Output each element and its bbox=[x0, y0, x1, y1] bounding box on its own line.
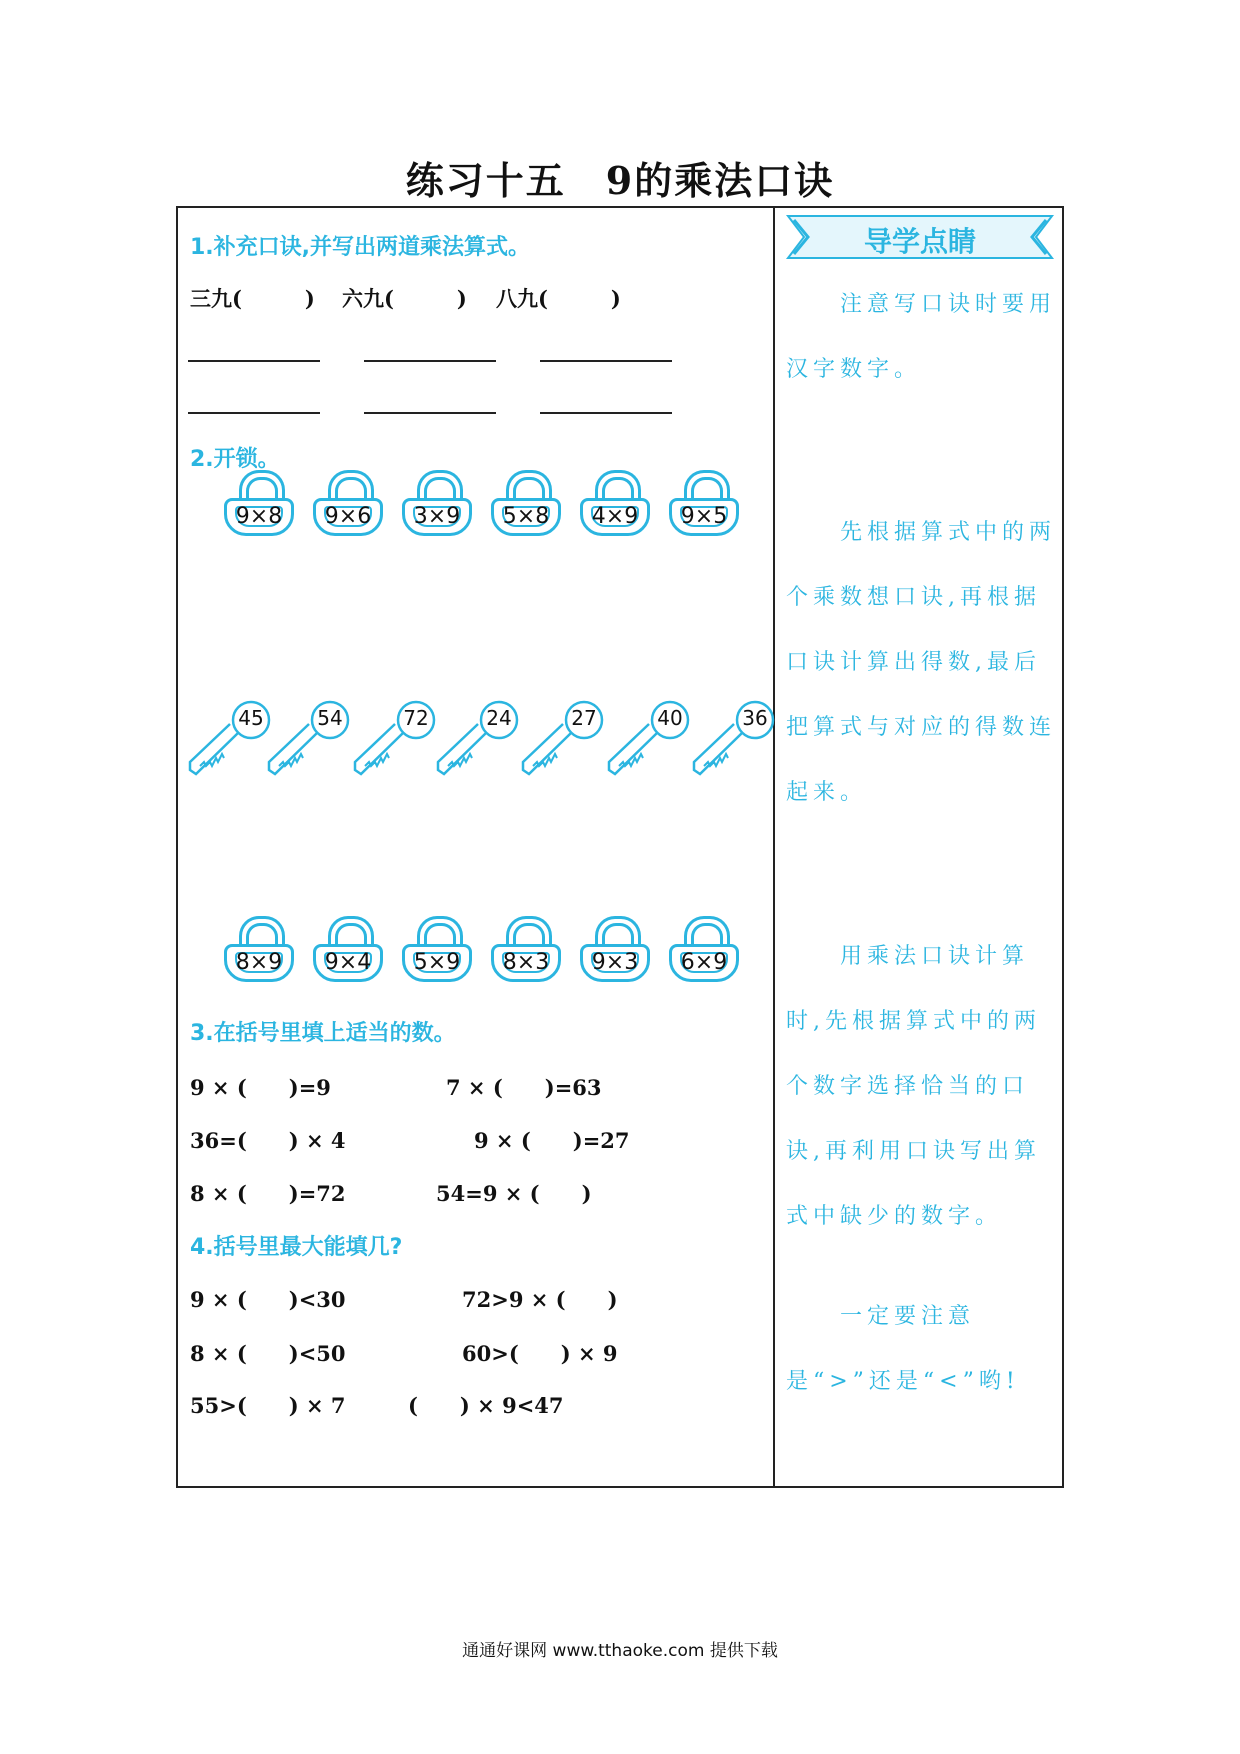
q1-heading: 1.补充口诀,并写出两道乘法算式。 bbox=[190, 235, 531, 260]
answer-blank[interactable] bbox=[364, 360, 496, 362]
key[interactable] bbox=[605, 696, 693, 786]
key-number: 72 bbox=[403, 706, 429, 730]
key-number: 36 bbox=[742, 706, 768, 730]
lock-label: 3×9 bbox=[413, 504, 461, 529]
column-divider bbox=[773, 206, 775, 1488]
key[interactable] bbox=[351, 696, 439, 786]
answer-blank[interactable] bbox=[364, 412, 496, 414]
lock-label: 9×4 bbox=[324, 950, 372, 975]
q4-inequality[interactable]: ( ) × 9<47 bbox=[408, 1393, 564, 1418]
lock[interactable] bbox=[667, 916, 745, 991]
lock[interactable] bbox=[400, 470, 478, 545]
page-title: 练习十五 9的乘法口诀 bbox=[405, 158, 835, 203]
key-number: 27 bbox=[571, 706, 597, 730]
key[interactable] bbox=[186, 696, 274, 786]
key-number: 45 bbox=[238, 706, 264, 730]
key-number: 40 bbox=[657, 706, 683, 730]
lock-label: 4×9 bbox=[591, 504, 639, 529]
lock-label: 9×3 bbox=[591, 950, 639, 975]
lock[interactable] bbox=[222, 916, 300, 991]
q4-inequality[interactable]: 55>( ) × 7 bbox=[190, 1393, 346, 1418]
guide-banner bbox=[784, 214, 1056, 260]
q1-item-2: 六九( ) bbox=[342, 286, 467, 311]
q4-inequality[interactable]: 60>( ) × 9 bbox=[462, 1341, 618, 1366]
q1-item-1: 三九( ) bbox=[190, 286, 315, 311]
lock[interactable] bbox=[578, 916, 656, 991]
key[interactable] bbox=[519, 696, 607, 786]
q4-inequality[interactable]: 8 × ( )<50 bbox=[190, 1341, 346, 1366]
key-number: 54 bbox=[317, 706, 343, 730]
lock-label: 6×9 bbox=[680, 950, 728, 975]
q1-item-3: 八九( ) bbox=[496, 286, 621, 311]
q3-equation[interactable]: 7 × ( )=63 bbox=[446, 1075, 602, 1100]
key[interactable] bbox=[265, 696, 353, 786]
q3-equation[interactable]: 36=( ) × 4 bbox=[190, 1128, 346, 1153]
tip-q3: 用乘法口诀计算时,先根据算式中的两个数字选择恰当的口诀,再利用口诀写出算式中缺少的数字。 bbox=[786, 944, 1041, 1229]
lock[interactable] bbox=[222, 470, 300, 545]
lock[interactable] bbox=[489, 916, 567, 991]
q4-inequality[interactable]: 9 × ( )<30 bbox=[190, 1287, 346, 1312]
lock-label: 9×6 bbox=[324, 504, 372, 529]
key-number: 24 bbox=[486, 706, 512, 730]
lock[interactable] bbox=[400, 916, 478, 991]
lock[interactable] bbox=[667, 470, 745, 545]
guide-banner-label: 导学点睛 bbox=[863, 225, 976, 258]
q4-inequality[interactable]: 72>9 × ( ) bbox=[462, 1287, 618, 1312]
lock-label: 9×5 bbox=[680, 504, 728, 529]
lock[interactable] bbox=[311, 916, 389, 991]
lock[interactable] bbox=[489, 470, 567, 545]
lock[interactable] bbox=[578, 470, 656, 545]
lock[interactable] bbox=[311, 470, 389, 545]
tip-q1: 注意写口诀时要用汉字数字。 bbox=[786, 292, 1057, 382]
tip-q4: 一定要注意是“>”还是“<”哟! bbox=[786, 1304, 1020, 1394]
answer-blank[interactable] bbox=[540, 360, 672, 362]
lock-label: 9×8 bbox=[235, 504, 283, 529]
lock-label: 8×9 bbox=[235, 950, 283, 975]
q2-heading: 2.开锁。 bbox=[190, 447, 280, 472]
lock-row-bottom bbox=[222, 916, 742, 991]
q3-equation[interactable]: 54=9 × ( ) bbox=[436, 1181, 592, 1206]
answer-blank[interactable] bbox=[540, 412, 672, 414]
key[interactable] bbox=[690, 696, 778, 786]
lock-label: 5×8 bbox=[502, 504, 550, 529]
lock-row-top bbox=[222, 470, 742, 545]
key[interactable] bbox=[434, 696, 522, 786]
lock-label: 5×9 bbox=[413, 950, 461, 975]
q3-heading: 3.在括号里填上适当的数。 bbox=[190, 1021, 456, 1046]
q3-equation[interactable]: 8 × ( )=72 bbox=[190, 1181, 346, 1206]
footer-credit: 通通好课网 www.tthaoke.com 提供下载 bbox=[462, 1641, 778, 1661]
answer-blank[interactable] bbox=[188, 360, 320, 362]
tip-q2: 先根据算式中的两个乘数想口诀,再根据口诀计算出得数,最后把算式与对应的得数连起来。 bbox=[786, 520, 1057, 805]
q4-heading: 4.括号里最大能填几? bbox=[190, 1235, 403, 1260]
q3-equation[interactable]: 9 × ( )=9 bbox=[190, 1075, 331, 1100]
answer-blank[interactable] bbox=[188, 412, 320, 414]
lock-label: 8×3 bbox=[502, 950, 550, 975]
q3-equation[interactable]: 9 × ( )=27 bbox=[474, 1128, 630, 1153]
